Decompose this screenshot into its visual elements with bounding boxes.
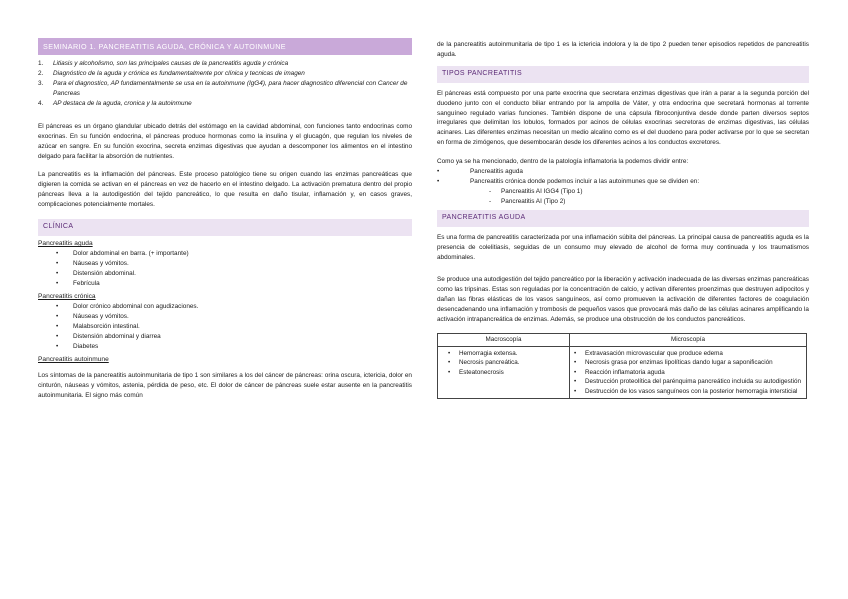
table-header-macro: Macroscopía [438,334,570,347]
macro-micro-table [437,333,807,399]
list-item: • Diabetes [56,342,412,352]
list-item: - Pancreatitis AI IGG4 (Tipo 1) [489,187,809,197]
document-title: SEMINARIO 1. PANCREATITIS AGUDA, CRÓNICA Y AUTOINMUNE [38,38,412,55]
micro-cell [570,346,807,398]
clinica-header: CLÍNICA [38,219,412,236]
list-item: • Destrucción de los vasos sanguíneos con la posterior hemorragia intersticial [573,387,803,396]
cronica-symptoms-list [56,302,412,352]
division-list [437,167,809,187]
table-header-micro: Microscopía [570,334,807,347]
right-column [437,40,809,399]
list-item: • Pancreatitis aguda [437,167,809,177]
list-item: • Reacción inflamatoria aguda [573,368,803,377]
continuation-paragraph: de la pancreatitis autoinmunitaria de tipo 1 es la ictericia indolora y la de tipo 2 pueden tener episodios repetidos de pancreatitis aguda. [437,41,809,58]
table-row [438,346,807,398]
list-item: • Dolor abdominal en barra. (+ importante) [56,249,412,259]
objective-item: 4. AP destaca de la aguda, cronica y la autoinmune [38,99,192,107]
list-item: • Esteatonecrosis [447,368,566,377]
list-item: • Hemorragia extensa. [447,349,566,358]
list-item: • Febrícula [56,279,412,289]
aguda-header: PANCREATITIS AGUDA [437,210,809,227]
list-item: • Destrucción proteolítica del parénquima pancreático incluida su autodigestión [573,377,803,386]
autoinmune-types-list [489,187,809,207]
list-item: • Náuseas y vómitos. [56,259,412,269]
tipos-paragraph: El páncreas está compuesto por una parte exocrina que secretara enzimas digestivas que irán a parar a la segunda porción del duodeno junto con el conducto biliar entrando por la ampolla de Váter, y otra endocrina que secretará hormonas al torrente sanguíneo regulado varias funciones. También dispone de una cápsula fibroconjuntiva desde donde parten diversos septos irregulares que delimitan los lobulos, formados por acinos de células exocrinas secretoras de enzimas digestivas, las células acinares. Las diferentes enzimas necesitan un medio alcalino como es el del duodeno para poder activarse por lo que se secretan en forma de zimógenos, que desembocarán desde los diferentes acinos a los conductos excretores. [437,89,809,147]
list-item: • Náuseas y vómitos. [56,312,412,322]
list-item: • Distensión abdominal y diarrea [56,332,412,342]
autoinmune-paragraph: Los síntomas de la pancreatitis autoinmunitaria de tipo 1 son similares a los del cáncer de páncreas: orina oscura, ictericia, dolor en cinturón, náuseas y vómitos, astenia, pérdida de peso, etc. El dolor de cáncer de páncreas suele estar ausente en la pancreatitis autoinmunitaria. El signo más común [38,371,412,399]
macro-cell [438,346,570,398]
left-column [38,38,412,401]
division-intro: Como ya se ha mencionado, dentro de la patología inflamatoria la podemos dividir entre: [437,158,689,166]
aguda-paragraph-1: Es una forma de pancreatitis caracterizada por una inflamación súbita del páncreas. La principal causa de pancreatitis aguda es la presencia de colelitiasis, seguidas de un consumo muy elevado de alcohol de forma muy continuada y los traumatismos abdominales. [437,233,809,261]
objective-item: 3. Para el diagnostico, AP fundamentalmente se usa en la autoinmune (IgG4), para hacer diagnostico diferencial con Cancer de Pancreas [38,80,408,97]
aguda-subheading: Pancreatitis aguda [38,239,93,247]
aguda-symptoms-list [56,249,412,289]
cronica-subheading: Pancreatitis crónica [38,292,96,300]
objective-item: 1. Litiasis y alcoholismo, son las principales causas de la pancreatitis aguda y crónica [38,60,289,68]
autoinmune-subheading: Pancreatitis autoinmune [38,355,109,363]
pancreatitis-definition-paragraph: La pancreatitis es la inflamación del páncreas. Este proceso patológico tiene su origen cuando las enzimas pancreáticas que digieren la comida se activan en el páncreas en vez de hacerlo en el intestino delgado. La activación prematura dentro del propio páncreas lleva a la autodigestión del tejido pancreático, lo que resulta en daño tisular, inflamación y, en casos graves, complicaciones potencialmente mortales. [38,171,412,209]
list-item: • Distensión abdominal. [56,269,412,279]
intro-paragraph: El páncreas es un órgano glandular ubicado detrás del estómago en la cavidad abdominal, con funciones tanto endocrinas como exocrinas. En su función endocrina, el páncreas produce hormonas como la insulina y el glucagón, que regulan los niveles de azúcar en sangre. En su función exocrina, secreta enzimas digestivas que ayudan a descomponer los alimentos en el intestino delgado para facilitar la absorción de nutrientes. [38,122,412,160]
list-item: • Dolor crónico abdominal con agudizaciones. [56,302,412,312]
list-item: • Extravasación microvascular que produce edema [573,349,803,358]
objective-item: 2. Diagnóstico de la aguda y crónica es fundamentalmente por clínica y tecnicas de imagen [38,70,305,78]
list-item: - Pancreatitis AI (Tipo 2) [489,197,809,207]
objectives-list [38,59,412,109]
aguda-paragraph-2: Se produce una autodigestión del tejido pancreático por la liberación y activación inadecuada de las diversas enzimas pancreáticas como las tripsinas. Estas son reguladas por la concentración de calcio, y activan diferentes proenzimas que destruyen adipocitos y dañan las fibras elásticas de los vasos sanguíneos, así como promueven la activación de diferentes factores de coagulación desencadenando una inflamación y trombosis de pequeños vasos que provocará más daño de las células acinares amplificando la activación intrapancreática de enzimas. Además, se produce una obstrucción de los conductos pancreáticos. [437,276,809,324]
list-item: • Necrosis pancreática. [447,358,566,367]
list-item: • Pancreatitis crónica donde podemos incluir a las autoinmunes que se dividen en: [437,177,809,187]
list-item: • Necrosis grasa por enzimas lipolíticas dando lugar a saponificación [573,358,803,367]
tipos-header: TIPOS PANCREATITIS [437,66,809,83]
list-item: • Malabsorción intestinal. [56,322,412,332]
